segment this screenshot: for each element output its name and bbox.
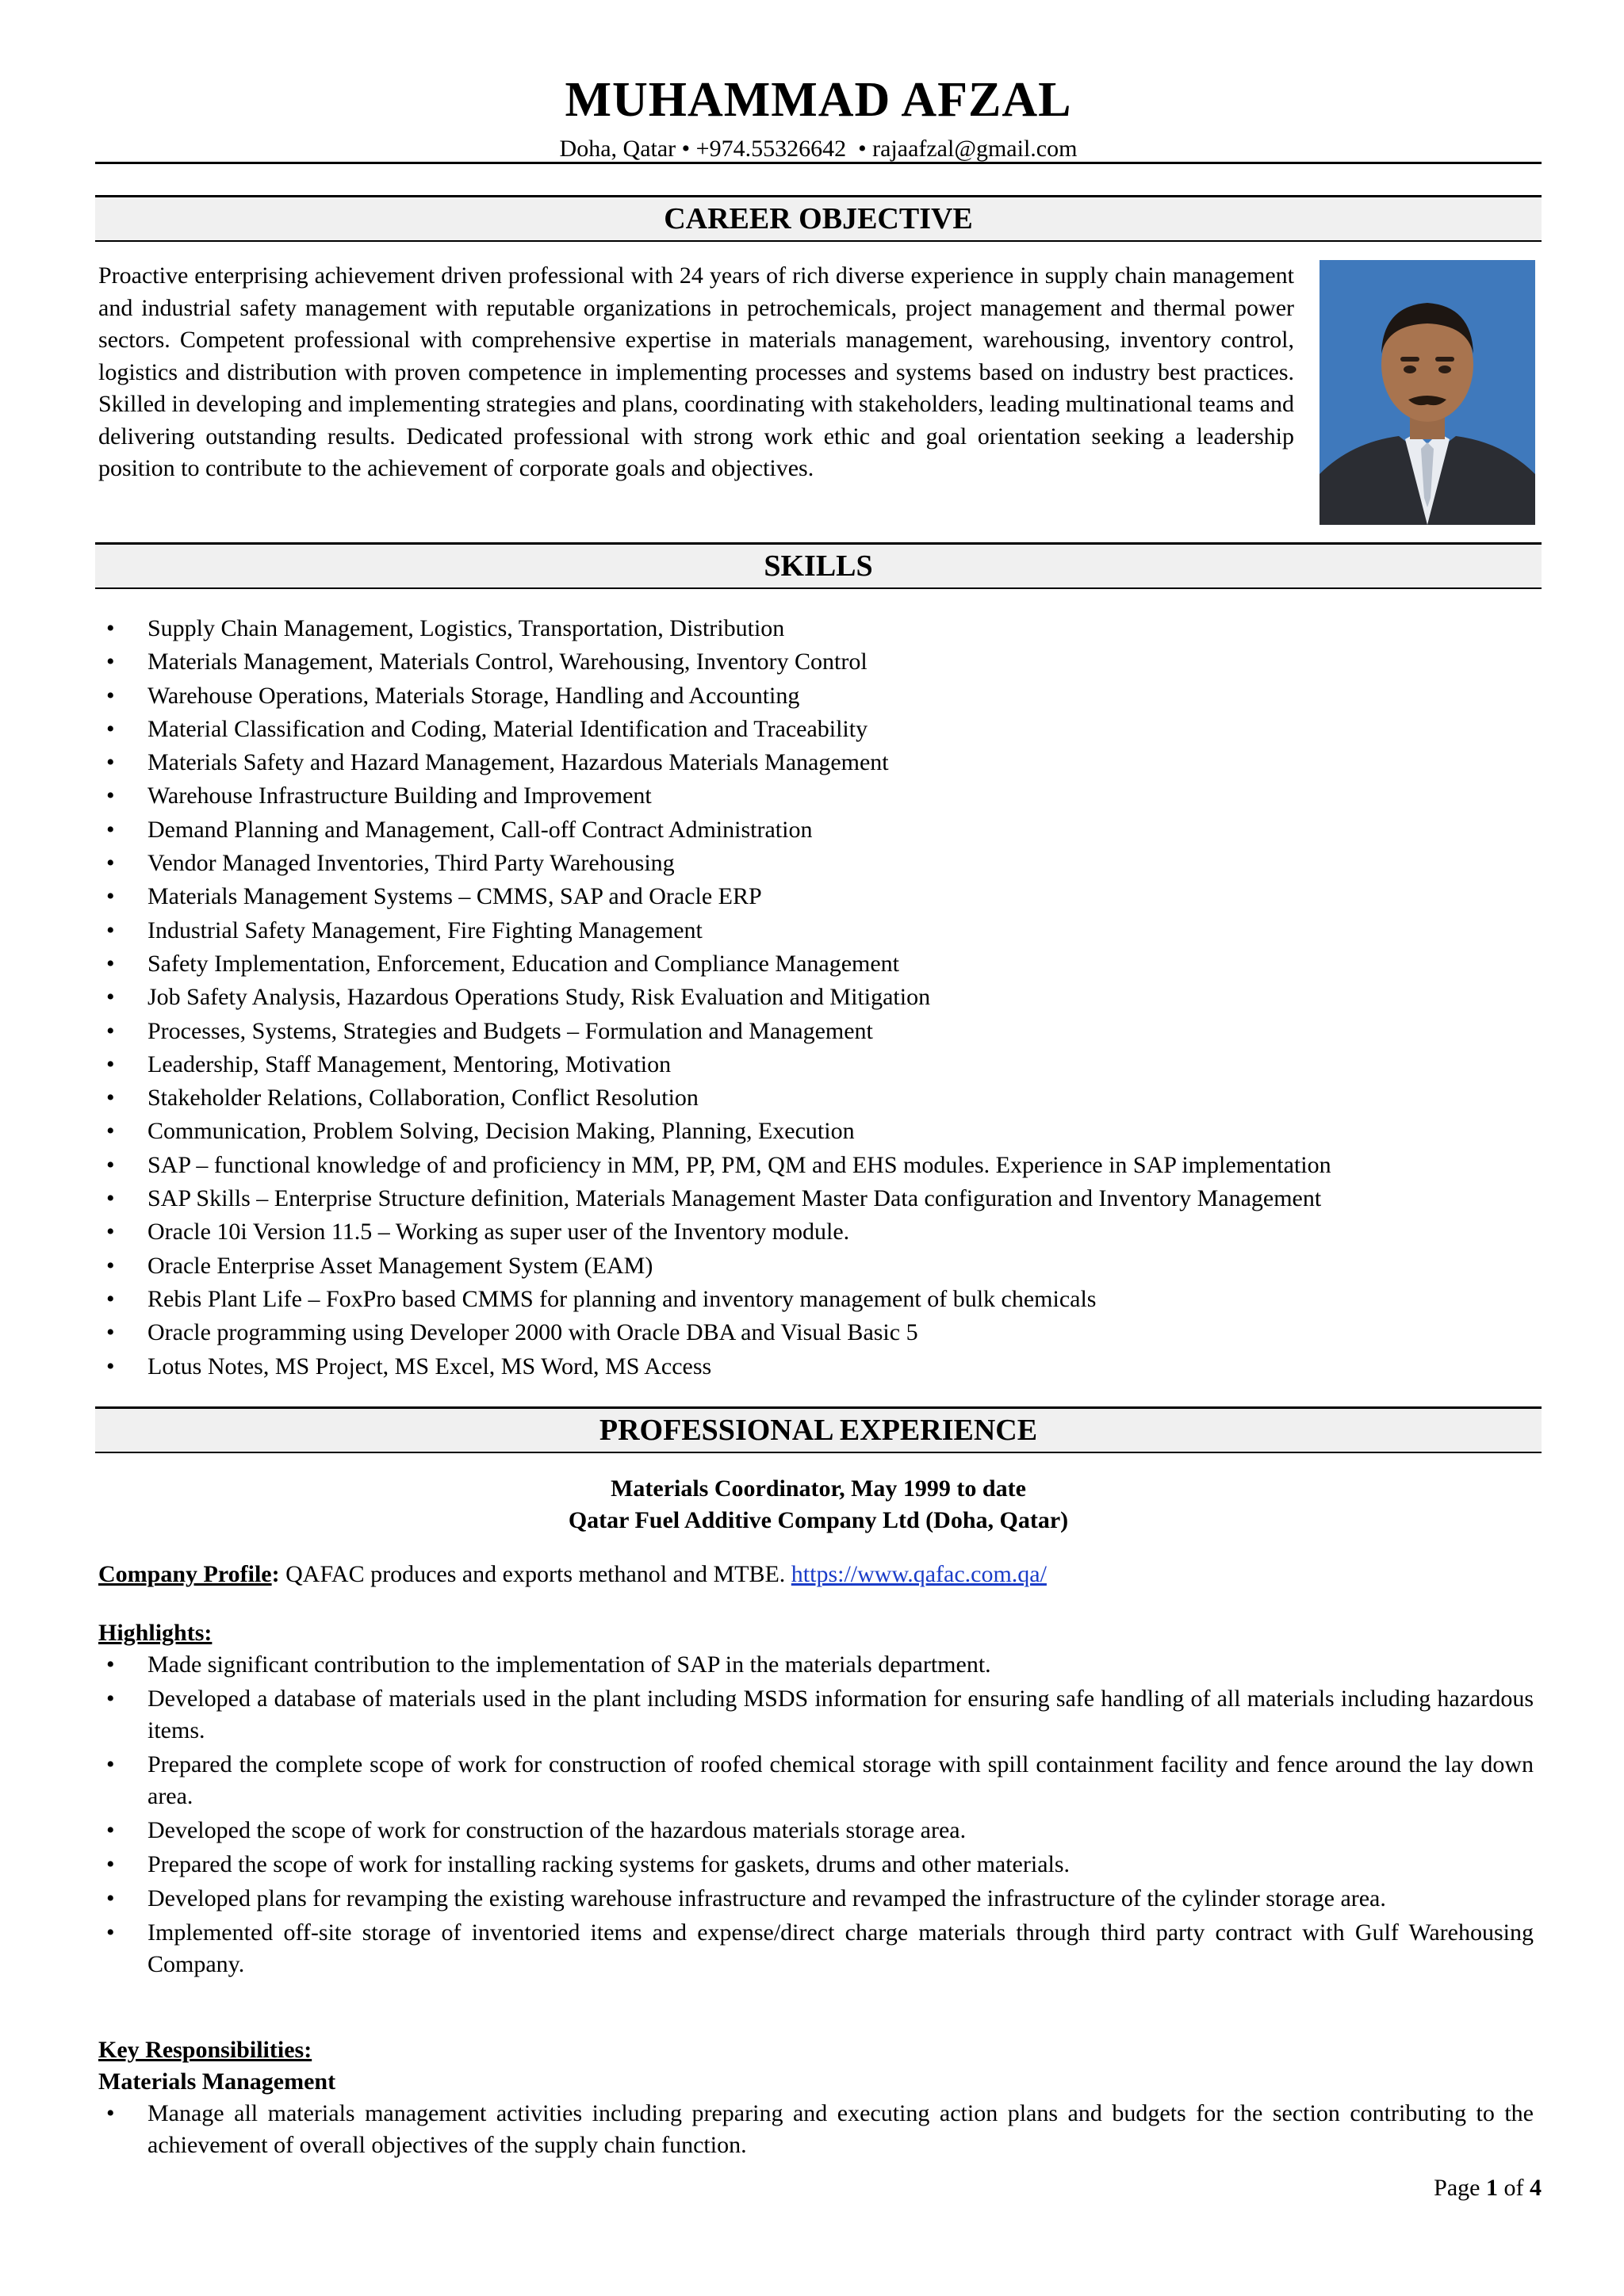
skill-item: • Supply Chain Management, Logistics, Transportation, Distribution <box>98 612 1545 645</box>
resume-header <box>95 70 1542 165</box>
highlight-item: • Prepared the scope of work for installing racking systems for gaskets, drums and other materials. <box>98 1849 1534 1881</box>
skill-item: • Stakeholder Relations, Collaboration, Conflict Resolution <box>98 1081 1545 1115</box>
highlight-item: • Developed the scope of work for construction of the hazardous materials storage area. <box>98 1815 1534 1846</box>
skill-item: • SAP Skills – Enterprise Structure definition, Materials Management Master Data configuration and Inventory Management <box>98 1182 1545 1215</box>
skill-item: • Oracle 10i Version 11.5 – Working as super user of the Inventory module. <box>98 1215 1545 1249</box>
key-responsibilities-heading: Key Responsibilities: <box>98 2037 312 2063</box>
skill-item: • Communication, Problem Solving, Decision Making, Planning, Execution <box>98 1115 1545 1148</box>
highlight-item: • Developed a database of materials used in the plant including MSDS information for ensuring safe handling of all materials including hazardous items. <box>98 1683 1534 1747</box>
job-heading <box>95 1473 1542 1536</box>
job-title: Materials Coordinator, May 1999 to date <box>611 1475 1026 1502</box>
skill-item: • Job Safety Analysis, Hazardous Operations Study, Risk Evaluation and Mitigation <box>98 981 1545 1014</box>
profile-photo <box>1320 260 1535 525</box>
responsibilities-group-title: Materials Management <box>98 2068 336 2095</box>
skill-item: • Demand Planning and Management, Call-off Contract Administration <box>98 813 1545 847</box>
key-responsibilities-label <box>98 2034 312 2066</box>
skill-item: • Industrial Safety Management, Fire Fighting Management <box>98 914 1545 947</box>
skill-item: • Safety Implementation, Enforcement, Education and Compliance Management <box>98 947 1545 981</box>
company-profile: Company Profile: QAFAC produces and exports methanol and MTBE. https://www.qafac.com.qa/ <box>98 1561 1047 1587</box>
highlight-item: • Developed plans for revamping the existing warehouse infrastructure and revamped the infrastructure of the cylinder storage area. <box>98 1883 1534 1915</box>
highlight-item: • Implemented off-site storage of inventoried items and expense/direct charge materials through third party contract with Gulf Warehousing Company. <box>98 1917 1534 1980</box>
skill-item: • Oracle programming using Developer 2000 with Oracle DBA and Visual Basic 5 <box>98 1316 1545 1349</box>
skill-item: • Materials Management Systems – CMMS, SAP and Oracle ERP <box>98 880 1545 913</box>
skill-item: • Warehouse Operations, Materials Storage, Handling and Accounting <box>98 679 1545 713</box>
skill-item: • Warehouse Infrastructure Building and Improvement <box>98 779 1545 813</box>
page-of: of <box>1503 2175 1524 2201</box>
section-professional-experience: PROFESSIONAL EXPERIENCE <box>95 1406 1542 1453</box>
highlights-heading: Highlights: <box>98 1620 213 1646</box>
bullet-separator: • <box>681 136 691 162</box>
skill-item: • Leadership, Staff Management, Mentoring, Motivation <box>98 1048 1545 1081</box>
contact-phone: +974.55326642 <box>695 136 847 162</box>
highlight-item: • Prepared the complete scope of work for construction of roofed chemical storage with spill containment facility and fence around the lay down area. <box>98 1749 1534 1812</box>
company-website-link[interactable]: https://www.qafac.com.qa/ <box>791 1561 1047 1587</box>
contact-line <box>95 133 1542 165</box>
page-prefix: Page <box>1434 2175 1480 2201</box>
responsibility-item: • Manage all materials management activities including preparing and executing action plans and budgets for the section contributing to the achievement of overall objectives of the supply chain function. <box>98 2098 1534 2161</box>
header-divider <box>95 162 1542 164</box>
page-total: 4 <box>1530 2175 1542 2201</box>
skill-item: • SAP – functional knowledge of and proficiency in MM, PP, PM, QM and EHS modules. Experience in SAP implementation <box>98 1149 1545 1182</box>
candidate-name: MUHAMMAD AFZAL <box>565 73 1072 127</box>
skill-item: • Oracle Enterprise Asset Management System (EAM) <box>98 1249 1545 1283</box>
contact-email[interactable]: rajaafzal@gmail.com <box>872 136 1078 162</box>
skill-item: • Processes, Systems, Strategies and Budgets – Formulation and Management <box>98 1015 1545 1048</box>
company-profile-label: Company Profile <box>98 1561 272 1587</box>
skill-item: • Material Classification and Coding, Material Identification and Traceability <box>98 713 1545 746</box>
company-profile-text: QAFAC produces and exports methanol and MTBE. <box>285 1561 786 1587</box>
skill-item: • Materials Management, Materials Control, Warehousing, Inventory Control <box>98 645 1545 679</box>
bullet-separator: • <box>858 136 867 162</box>
skill-item: • Rebis Plant Life – FoxPro based CMMS for planning and inventory management of bulk chemicals <box>98 1283 1545 1316</box>
career-objective-text: Proactive enterprising achievement driven professional with 24 years of rich diverse experience in supply chain management and industrial safety management with reputable organizations in petrochemicals, project management and thermal power sectors. Competent professional with comprehensive expertise in materials management, warehousing, inventory control, logistics and distribution with proven competence in implementing processes and systems based on industry best practices. Skilled in developing and implementing strategies and plans, coordinating with stakeholders, leading multinational teams and delivering outstanding results. Dedicated professional with strong work ethic and goal orientation seeking a leadership position to contribute to the achievement of corporate goals and objectives. <box>98 262 1295 481</box>
skills-list <box>98 612 1545 1383</box>
page-number <box>1434 2172 1542 2204</box>
skill-item: • Materials Safety and Hazard Management, Hazardous Materials Management <box>98 746 1545 779</box>
highlights-list <box>98 1649 1534 1983</box>
highlights-label <box>98 1617 212 1649</box>
skill-item: • Vendor Managed Inventories, Third Party Warehousing <box>98 847 1545 880</box>
highlight-item: • Made significant contribution to the implementation of SAP in the materials department. <box>98 1649 1534 1681</box>
page-current: 1 <box>1486 2175 1498 2201</box>
job-company: Qatar Fuel Additive Company Ltd (Doha, Qatar) <box>568 1507 1069 1533</box>
skill-item: • Lotus Notes, MS Project, MS Excel, MS Word, MS Access <box>98 1350 1545 1383</box>
section-career-objective: CAREER OBJECTIVE <box>95 195 1542 242</box>
responsibilities-list <box>98 2098 1534 2161</box>
section-skills: SKILLS <box>95 542 1542 589</box>
portrait-image <box>1320 260 1535 525</box>
contact-location: Doha, Qatar <box>559 136 676 162</box>
